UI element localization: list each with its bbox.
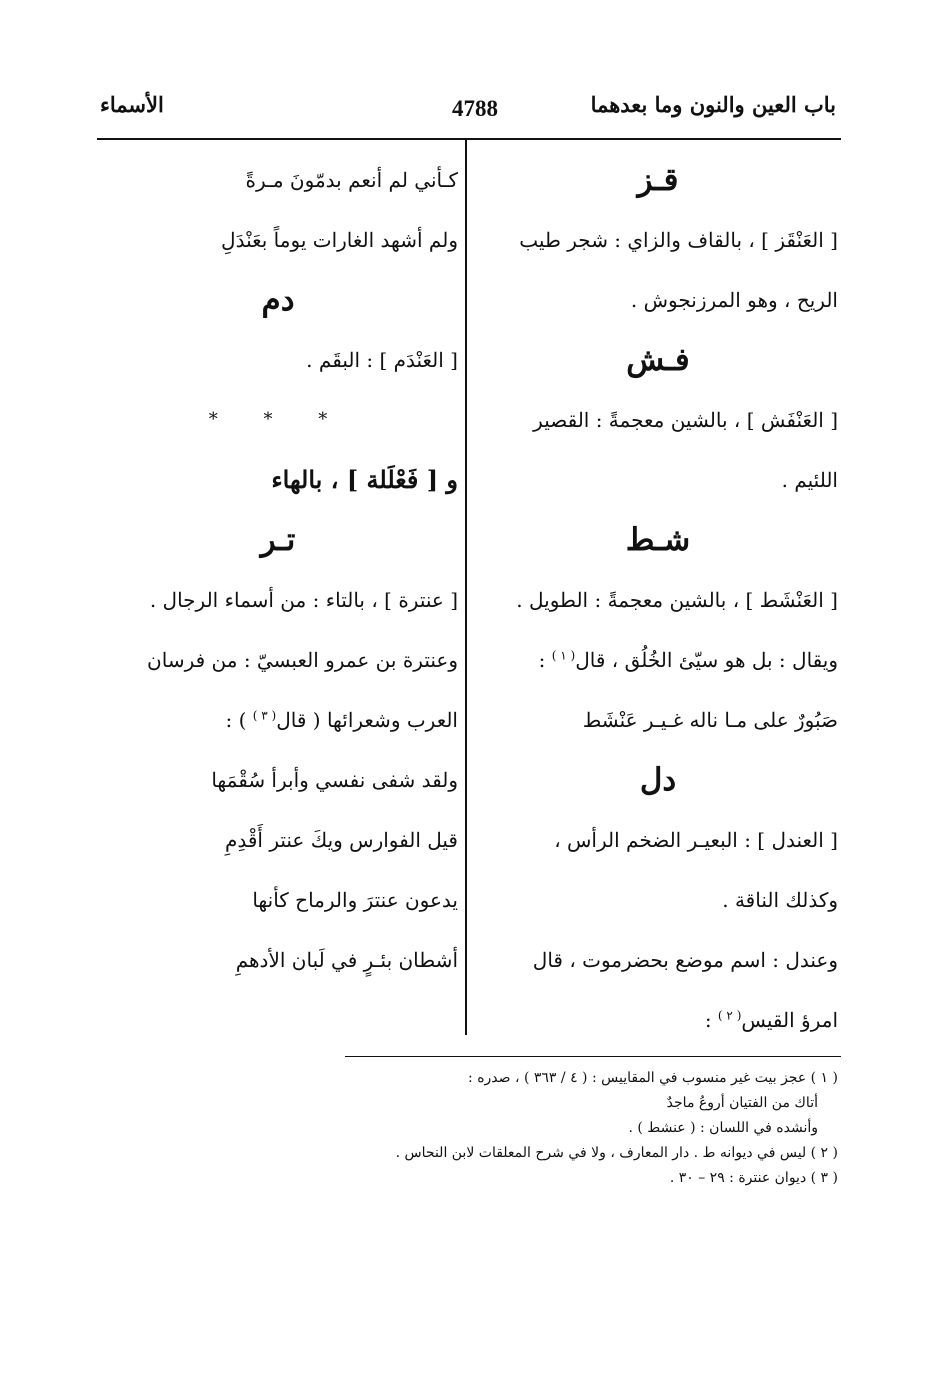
footnote-ref-1: ( ١ ) [551, 648, 576, 663]
heading-dm: دم [261, 282, 295, 318]
entry-sht-colon: : [538, 648, 552, 672]
entry-tr-line2: وعنترة بن عمرو العبسيّ : من فرسان [147, 648, 458, 672]
verse-line-1: كـأني لم أنعم بدمّونَ مـرةً [245, 168, 458, 192]
entry-fsh-line2: اللئيم . [781, 468, 838, 492]
pattern-subheading: و [ فَعْلَلة ] ، بالهاء [271, 465, 458, 494]
footnote-1: ( ١ ) عجز بيت غير منسوب في المقاييس : ( ٤ / ٣٦٣ ) ، صدره : [468, 1070, 838, 1086]
heading-tr: تـر [260, 522, 296, 558]
entry-dl-text: امرؤ القيس [741, 1008, 838, 1032]
entry-fsh-line1: [ العَنْفَش ] ، بالشين معجمةً : القصير [533, 408, 838, 432]
section-separator: * * * [208, 409, 348, 430]
verse-line-5: يدعون عنترَ والرماح كأنها [252, 888, 458, 912]
footnote-1-note: وأنشده في اللسان : ( عنشط ) . [628, 1120, 818, 1136]
footnote-3: ( ٣ ) ديوان عنترة : ٢٩ – ٣٠ . [669, 1170, 838, 1186]
footnotes [78, 1066, 838, 1191]
verse-line-2: ولم أشهد الغارات يوماً بعَنْدَلِ [221, 228, 458, 252]
entry-tr-close: ) : [225, 708, 253, 732]
heading-fsh: فـش [626, 342, 690, 378]
entry-dl-colon: : [704, 1008, 718, 1032]
right-column [478, 150, 838, 1050]
footnote-2: ( ٢ ) ليس في ديوانه ط . دار المعارف ، ولا في شرح المعلقات لابن النحاس . [395, 1145, 838, 1161]
verse-line-6: أشطان بئـرٍ في لَبان الأدهمِ [235, 948, 458, 972]
heading-dl: دل [639, 762, 677, 798]
footnote-ref-2: ( ٢ ) [717, 1008, 742, 1023]
entry-sht-line1: [ العَنْشَط ] ، بالشين معجمةً : الطويل . [516, 588, 838, 612]
footnote-ref-3: ( ٣ ) [252, 708, 277, 723]
left-column [98, 150, 458, 990]
page-number: 4788 [452, 96, 498, 121]
entry-qz-line1: [ العَنْقَز ] ، بالقاف والزاي : شجر طيب [519, 228, 838, 252]
heading-qz: قـز [637, 162, 679, 198]
entry-dl-line2: وكذلك الناقة . [722, 888, 838, 912]
footnote-rule [345, 1056, 841, 1057]
entry-dl-line1: [ العندل ] : البعيـر الضخم الرأس ، [554, 828, 838, 852]
entry-tr-text: العرب وشعرائها ( قال [276, 708, 458, 732]
entry-qz-line2: الريح ، وهو المرزنجوش . [630, 288, 838, 312]
category-label: الأسماء [100, 92, 164, 117]
entry-sht-text: ويقال : بل هو سيّئ الخُلُق ، قال [575, 648, 838, 672]
entry-dl-line4 [478, 990, 838, 1050]
footnote-1-verse: أتاك من الفتيان أروعُ ماجدٌ [666, 1095, 818, 1111]
entry-tr-line1: [ عنترة ] ، بالتاء : من أسماء الرجال . [149, 588, 458, 612]
verse-line-4: قيل الفوارس ويكَ عنتر أَقْدِمِ [224, 828, 458, 852]
entry-sht-line2 [478, 630, 838, 690]
section-title: باب العين والنون وما بعدهما [590, 92, 836, 117]
heading-sht: شـط [625, 522, 691, 558]
header-rule [97, 138, 841, 140]
verse-line-3: ولقد شفى نفسي وأبرأ سُقْمَها [211, 768, 458, 792]
column-divider [465, 140, 467, 1035]
entry-dm: [ العَنْدَم ] : البقَم . [306, 348, 458, 372]
entry-tr-line3 [98, 690, 458, 750]
verse-sht: صَبُورٌ على مـا ناله غـيـر عَنْشَط [582, 708, 838, 732]
entry-dl-line3: وعندل : اسم موضع بحضرموت ، قال [532, 948, 838, 972]
